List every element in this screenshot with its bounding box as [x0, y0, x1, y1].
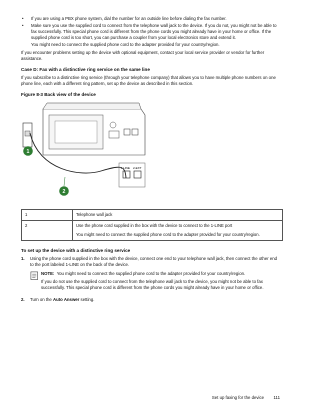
port-ext-label: 2-EXT — [133, 166, 142, 171]
line-port — [124, 129, 130, 135]
callout-2-label: 2 — [62, 189, 66, 196]
bullet-text: If you are using a PBX phone system, dial the number for an outside line before dialing the fax number. — [31, 16, 227, 21]
callout-table — [21, 209, 283, 240]
section-heading: Case D: Fax with a distinctive ring service on the same line — [21, 66, 150, 72]
callout-1-label: 1 — [26, 149, 30, 156]
footer-label: Set up faxing for the device — [211, 395, 264, 400]
step-2 — [21, 297, 281, 303]
step-text: Using the phone cord supplied in the box with the device, connect one end to your telephone wall jack, then connect the other end to the port labeled 1-LINE on the back of the device. — [30, 256, 277, 268]
bullet-text: Make sure you use the supplied cord to connect from the telephone wall jack to the device. If you do not, you might not be able to fax successfully. This special phone cord is different from the phone cords you might already have in your home or office. If the supplied phone cord is too short, you can purchase a coupler from your local electronics store and extend it. — [31, 23, 277, 41]
table-cell-number: 2 — [22, 221, 73, 241]
table-cell-description: Telephone wall jack — [73, 210, 283, 221]
step-1 — [21, 256, 281, 268]
note-icon — [30, 271, 39, 280]
device-top — [43, 103, 141, 109]
table-row — [22, 210, 283, 221]
inset-line-port — [123, 171, 130, 178]
port-line-label: 1-LINE — [120, 166, 130, 171]
table-cell-number: 1 — [22, 210, 73, 221]
bullet-item — [21, 16, 281, 22]
bullet-icon: • — [22, 23, 24, 29]
step-text — [30, 297, 281, 303]
table-cell-description — [73, 221, 283, 241]
steps-heading: To set up the device with a distinctive ring service — [21, 247, 131, 253]
note-more: If you do not use the supplied cord to connect from the telephone wall jack to the device, you might not be able to fax successfully. This special phone cord is different from the phone cords you might already have in your home or office. — [41, 279, 264, 291]
step-text-pre: Turn on the — [30, 296, 54, 302]
table-cell-text: Use the phone cord supplied in the box with the device to connect to the 1-LINE port — [76, 223, 233, 229]
note-label: NOTE: — [41, 271, 55, 277]
callout-2-leader — [64, 177, 65, 186]
page-content — [21, 16, 281, 303]
table-cell-text: You might need to connect the supplied phone cord to the adapter provided for your country/region. — [76, 232, 260, 238]
note-paragraph — [41, 271, 281, 277]
wall-jack-socket — [25, 131, 30, 136]
step-text-post: setting. — [79, 296, 95, 302]
step-number: 1. — [21, 256, 25, 262]
note-text: You might need to connect the supplied phone cord to the adapter provided for your country/region. — [56, 271, 246, 277]
bullet-text: You might need to connect the supplied phone cord to the adapter provided for your country/region. — [31, 41, 220, 47]
table-row — [22, 221, 283, 241]
step-number: 2. — [21, 296, 25, 302]
inset-ext-port — [134, 171, 141, 178]
step-text-bold: Auto Answer — [53, 296, 80, 302]
ext-port — [132, 129, 138, 135]
intro-paragraph: If you encounter problems setting up the device with optional equipment, contact your local service provider or vendor for further assistance. — [21, 49, 265, 61]
usb-port — [109, 131, 119, 138]
section-paragraph: If you subscribe to a distinctive ring service (through your telephone company) that allows you to have multiple phone numbers on one phone line, each with a different ring pattern, set up the device as described in this section. — [21, 75, 276, 87]
note-block — [30, 271, 281, 293]
bullet-item — [21, 23, 281, 47]
power-port — [110, 122, 116, 128]
page-number: 111 — [273, 395, 280, 400]
bullet-icon: • — [22, 16, 24, 21]
access-door — [55, 121, 97, 143]
device-illustration — [21, 101, 149, 201]
figure-caption: Figure 8-3 Back view of the device — [21, 92, 96, 98]
device-back-figure — [21, 101, 149, 201]
